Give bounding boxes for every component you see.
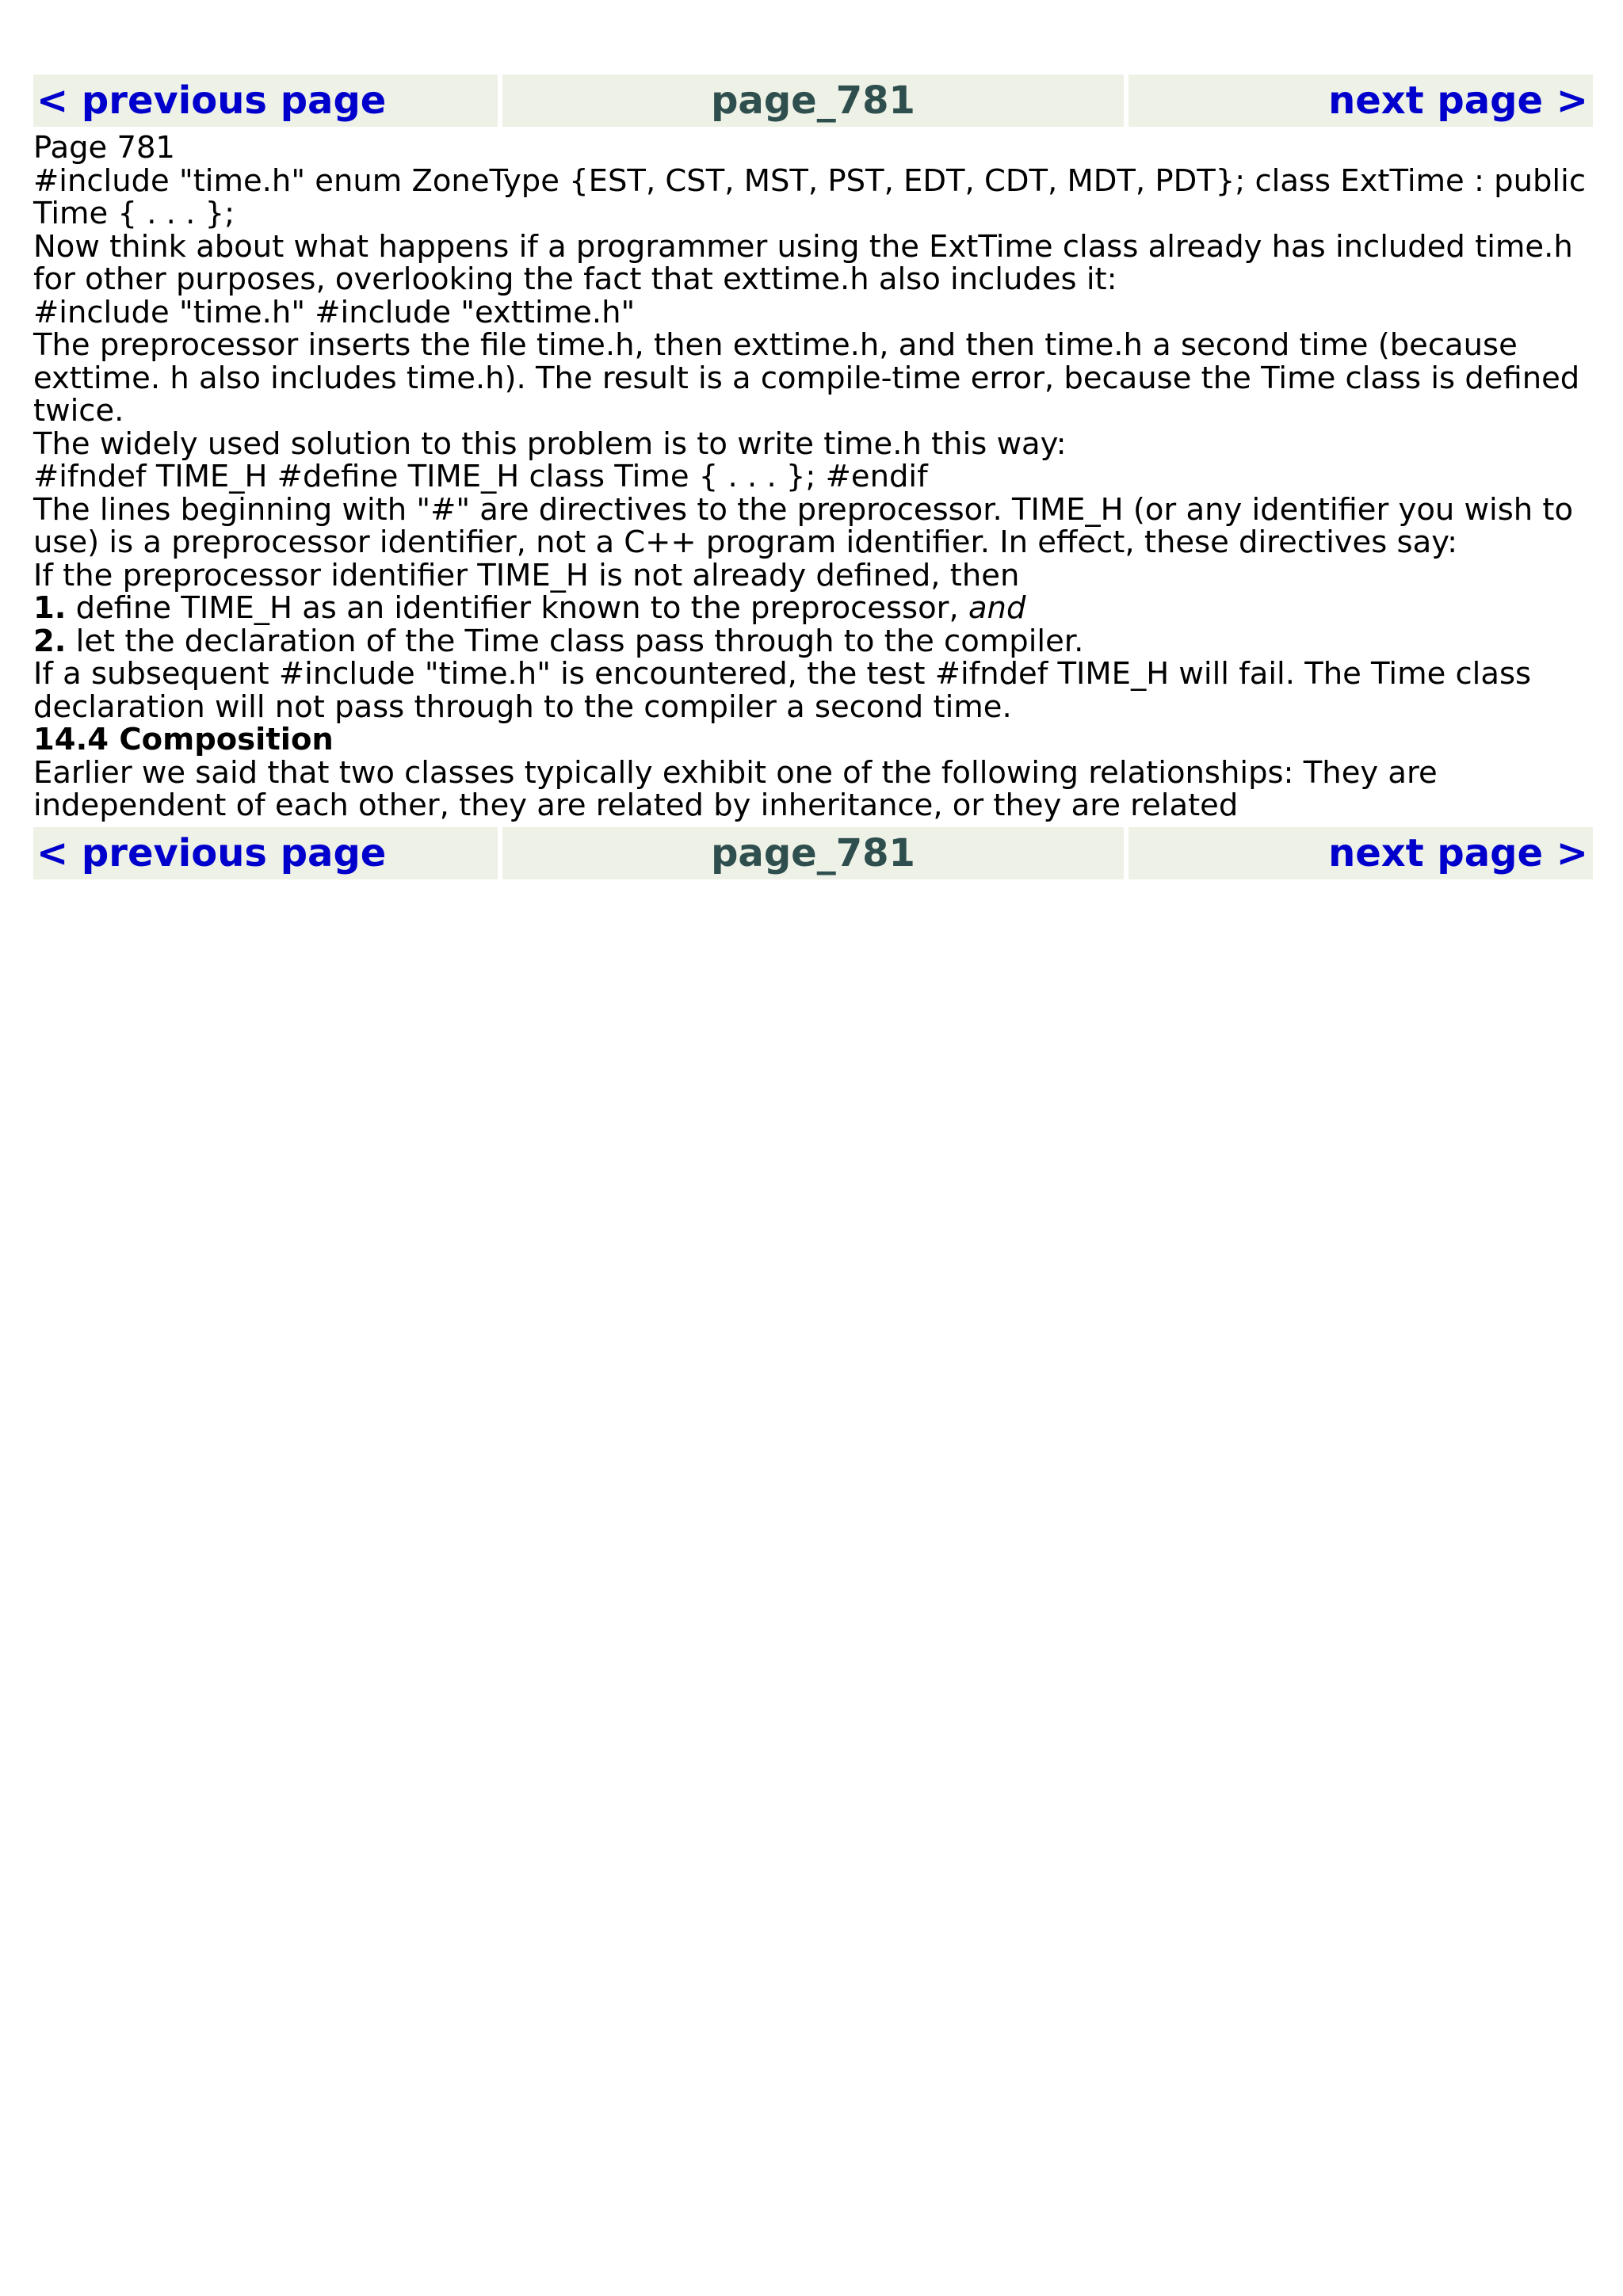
top-nav-bar xyxy=(33,74,1593,127)
paragraph-lines-beginning: The lines beginning with "#" are directives to the preprocessor. TIME_H (or any identifier you wish to use) is a preprocessor identifier, not a C++ program identifier. In effect, these directives say: xyxy=(33,491,1574,560)
bottom-next-page-link[interactable]: next page > xyxy=(1328,830,1588,875)
page-content xyxy=(33,127,1593,827)
bottom-nav-bar xyxy=(33,827,1593,879)
bottom-nav-prev-cell xyxy=(33,827,498,879)
paragraph-preprocessor-inserts: The preprocessor inserts the file time.h, then exttime.h, and then time.h a second time (because exttime. h also includes time.h). The result is a compile-time error, because the Time class is defined twice. xyxy=(33,327,1580,429)
paragraph-think: Now think about what happens if a programmer using the ExtTime class already has included time.h for other purposes, overlooking the fact that exttime.h also includes it: xyxy=(33,228,1573,297)
top-previous-page-link[interactable]: < previous page xyxy=(36,78,387,123)
bottom-nav-next-cell xyxy=(1128,827,1593,879)
code-ifndef: #ifndef TIME_H #define TIME_H class Time { . . . }; #endif xyxy=(33,459,928,494)
document-page xyxy=(33,74,1593,879)
bottom-page-indicator: page_781 xyxy=(502,827,1124,879)
step-2-text: let the declaration of the Time class pass through to the compiler. xyxy=(66,623,1084,659)
paragraph-subsequent: If a subsequent #include "time.h" is encountered, the test #ifndef TIME_H will fail. The Time class declaration will not pass through to the compiler a second time. xyxy=(33,656,1532,725)
list-step-2 xyxy=(33,625,1593,658)
step-1-text: define TIME_H as an identifier known to the preprocessor, xyxy=(66,590,968,626)
section-heading: 14.4 Composition xyxy=(33,722,334,757)
paragraph-widely-used: The widely used solution to this problem is to write time.h this way: xyxy=(33,425,1067,462)
top-next-page-link[interactable]: next page > xyxy=(1328,78,1588,123)
page-number-label: Page 781 xyxy=(33,130,175,166)
top-nav-prev-cell xyxy=(33,74,498,127)
list-step-1 xyxy=(33,592,1593,625)
paragraph-earlier: Earlier we said that two classes typically exhibit one of the following relationships: They are independent of each other, they are related by inheritance, or they are related xyxy=(33,754,1438,823)
bottom-previous-page-link[interactable]: < previous page xyxy=(36,830,387,875)
code-includes: #include "time.h" #include "exttime.h" xyxy=(33,294,636,330)
top-page-indicator: page_781 xyxy=(502,74,1124,127)
top-nav-next-cell xyxy=(1128,74,1593,127)
step-1-number: 1. xyxy=(33,590,67,626)
step-2-number: 2. xyxy=(33,623,67,659)
paragraph-if-not-defined: If the preprocessor identifier TIME_H is not already defined, then xyxy=(33,557,1020,593)
step-1-emphasis: and xyxy=(968,590,1026,626)
code-ext-time: #include "time.h" enum ZoneType {EST, CST, MST, PST, EDT, CDT, MDT, PDT}; class ExtTime : public Time { . . . }; xyxy=(33,162,1586,231)
